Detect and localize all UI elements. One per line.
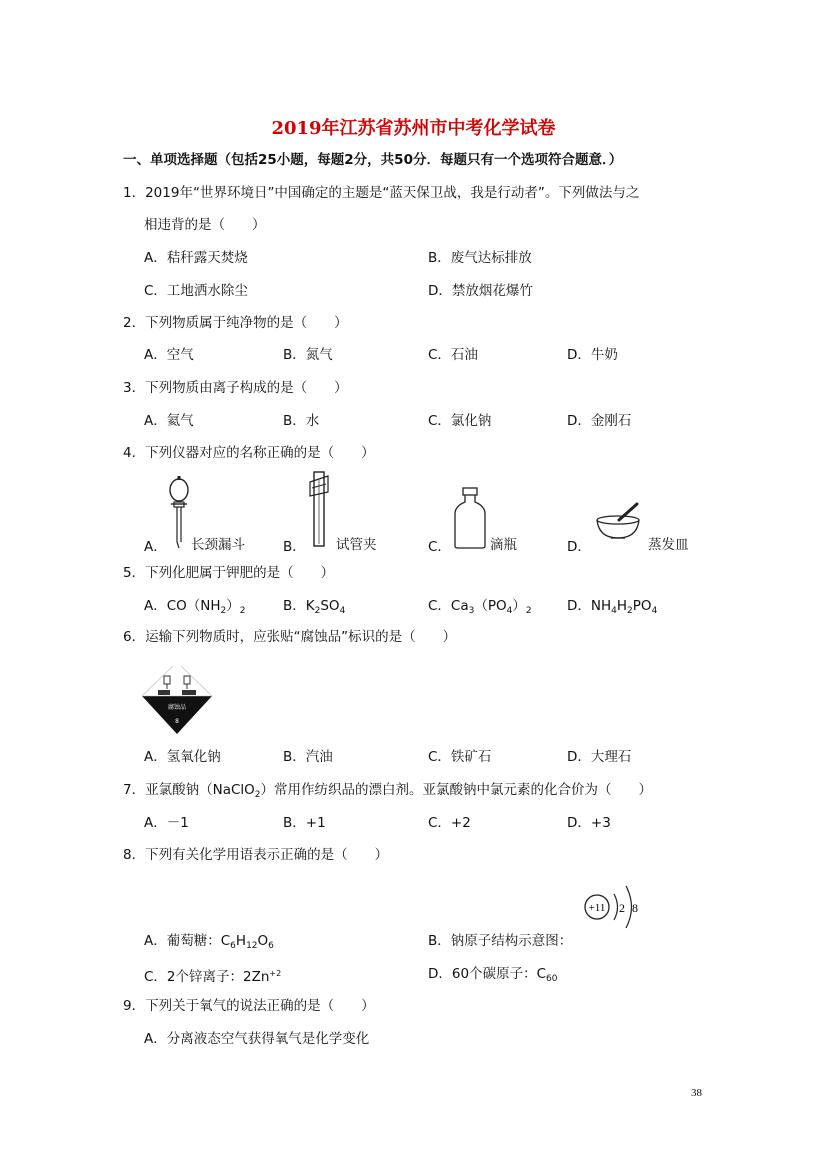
q6-stem: 6．运输下列物质时，应张贴“腐蚀品”标识的是（ ） — [123, 629, 457, 645]
q1-option-d: D．禁放烟花爆竹 — [428, 283, 533, 299]
q5-option-b: B．$K_2SO_4$ — [283, 598, 346, 616]
q1-option-b: B．废气达标排放 — [428, 250, 532, 266]
q4-stem: 4．下列仪器对应的名称正确的是（ ） — [123, 445, 375, 461]
q7-option-d: D．+3 — [567, 815, 611, 831]
q2-stem: 2．下列物质属于纯净物的是（ ） — [123, 315, 348, 331]
atom-nucleus-charge: +11 — [588, 902, 606, 914]
q5-option-c: C．$Ca_3(PO_4)_2$ — [428, 598, 532, 616]
q3-stem: 3．下列物质由离子构成的是（ ） — [123, 380, 348, 396]
q8-stem: 8．下列有关化学用语表示正确的是（ ） — [123, 847, 389, 863]
q8-option-a: A．葡萄糖：$C_6H_{12}O_6$ — [144, 933, 274, 951]
q8-option-b: B．钠原子结构示意图： — [428, 933, 573, 949]
q2-option-b: B．氮气 — [283, 347, 333, 363]
q2-option-c: C．石油 — [428, 347, 478, 363]
q3-option-d: D．金刚石 — [567, 413, 632, 429]
q6-option-c: C．铁矿石 — [428, 749, 492, 765]
sodium-atom-structure-figure — [580, 876, 650, 938]
q5-option-d: D．$NH_4H_2PO_4$ — [567, 598, 658, 616]
q6-option-b: B．汽油 — [283, 749, 333, 765]
dropper-bottle-figure — [452, 486, 488, 550]
q4-option-c-name: 滴瓶 — [490, 537, 517, 553]
q4-option-b-name: 试管夹 — [336, 537, 377, 553]
atom-shell1-electrons: 2 — [619, 901, 625, 915]
q4-option-c: C． — [428, 539, 451, 555]
mortar-figure — [593, 500, 643, 544]
q7-option-a: A．－1 — [144, 815, 189, 831]
q9-stem: 9．下列关于氧气的说法正确的是（ ） — [123, 998, 375, 1014]
q5-stem: 5．下列化肥属于钾肥的是（ ） — [123, 565, 335, 581]
q7-option-c: C．+2 — [428, 815, 471, 831]
q3-option-b: B．水 — [283, 413, 320, 429]
q9-option-a: A．分离液态空气获得氧气是化学变化 — [144, 1031, 370, 1047]
q4-option-d: D． — [567, 539, 591, 555]
q5-option-a: A．$CO(NH_2)_2$ — [144, 598, 246, 616]
q1-stem-line1: 1．2019年“世界环境日”中国确定的主题是“蓝天保卫战，我是行动者”。下列做法与之 — [123, 185, 640, 201]
corrosive-sign-number: 8 — [175, 718, 179, 725]
q4-option-b: B． — [283, 539, 306, 555]
q4-option-a-name: 长颈漏斗 — [191, 537, 245, 553]
section-heading: 一、单项选择题（包括25小题，每题2分，共50分．每题只有一个选项符合题意．） — [123, 152, 623, 168]
q7-option-b: B．+1 — [283, 815, 326, 831]
corrosive-sign-label: 腐蚀品 — [167, 704, 187, 711]
q6-option-a: A．氢氧化钠 — [144, 749, 221, 765]
q6-option-d: D．大理石 — [567, 749, 632, 765]
corrosive-sign-figure — [140, 666, 214, 736]
q2-option-d: D．牛奶 — [567, 347, 618, 363]
q8-option-d: D．60个碳原子：$C_{60}$ — [428, 966, 558, 984]
q8-option-c: C．2个锌离子：$2Zn^{+2}$ — [144, 969, 282, 985]
test-tube-holder-figure — [306, 470, 334, 550]
page-number: 38 — [691, 1087, 702, 1099]
atom-shell2-electrons: 8 — [632, 901, 638, 915]
page-title: 2019年江苏省苏州市中考化学试卷 — [271, 118, 556, 139]
q1-option-a: A．秸秆露天焚烧 — [144, 250, 248, 266]
q3-option-a: A．氦气 — [144, 413, 194, 429]
q3-option-c: C．氯化钠 — [428, 413, 492, 429]
q4-option-a: A． — [144, 539, 167, 555]
q2-option-a: A．空气 — [144, 347, 194, 363]
q1-option-c: C．工地洒水除尘 — [144, 283, 248, 299]
q1-stem-line2: 相违背的是（ ） — [144, 217, 266, 233]
q7-stem: 7．亚氯酸钠（NaClO$_2$）常用作纺织品的漂白剂。亚氯酸钠中氯元素的化合价为（ ） — [123, 782, 652, 800]
q4-option-d-name: 蒸发皿 — [648, 537, 689, 553]
